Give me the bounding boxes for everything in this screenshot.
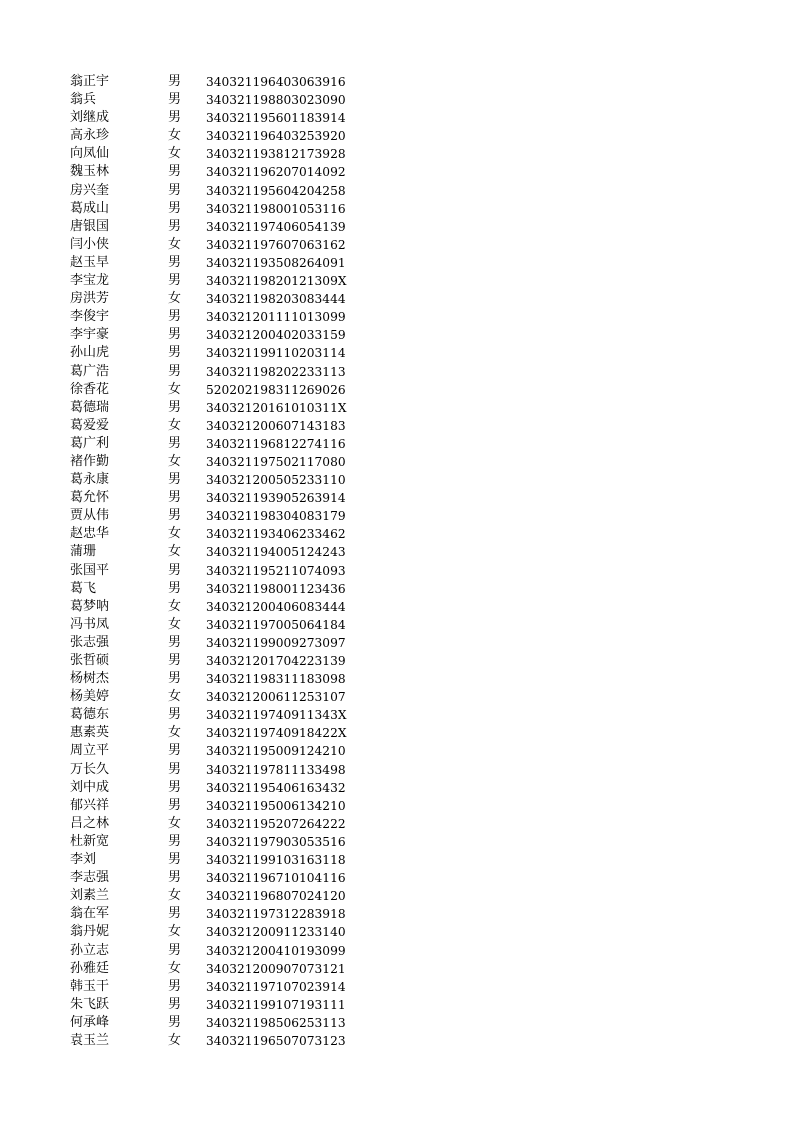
table-row bbox=[70, 145, 370, 163]
gender-cell: 男 bbox=[168, 852, 182, 868]
gender-cell: 女 bbox=[168, 544, 182, 560]
gender-cell: 男 bbox=[168, 309, 182, 325]
name-cell: 葛广利 bbox=[70, 435, 110, 451]
table-row bbox=[70, 960, 370, 978]
table-row bbox=[70, 236, 370, 254]
gender-cell: 男 bbox=[168, 580, 182, 596]
gender-cell: 男 bbox=[168, 490, 182, 506]
name-cell: 刘继成 bbox=[70, 110, 110, 126]
table-row bbox=[70, 489, 370, 507]
id-number-cell: 340321198001053116 bbox=[206, 201, 346, 216]
gender-cell: 男 bbox=[168, 1014, 182, 1030]
id-number-cell: 340321194005124243 bbox=[206, 545, 346, 560]
name-cell: 李宝龙 bbox=[70, 273, 110, 289]
gender-cell: 女 bbox=[168, 453, 182, 469]
name-cell: 葛允怀 bbox=[70, 490, 110, 506]
id-number-cell: 340321193508264091 bbox=[206, 255, 346, 270]
id-number-cell: 340321198803023090 bbox=[206, 93, 346, 108]
id-number-cell: 340321197502117080 bbox=[206, 454, 346, 469]
gender-cell: 男 bbox=[168, 707, 182, 723]
id-number-cell: 340321193406233462 bbox=[206, 527, 346, 542]
table-row bbox=[70, 254, 370, 272]
table-row bbox=[70, 543, 370, 561]
id-number-cell: 340321200410193099 bbox=[206, 943, 346, 958]
table-row bbox=[70, 399, 370, 417]
gender-cell: 男 bbox=[168, 779, 182, 795]
id-number-cell: 340321199009273097 bbox=[206, 635, 346, 650]
gender-cell: 男 bbox=[168, 870, 182, 886]
gender-cell: 女 bbox=[168, 417, 182, 433]
id-number-cell: 340321196403063916 bbox=[206, 75, 346, 89]
name-cell: 韩玉干 bbox=[70, 978, 110, 994]
gender-cell: 女 bbox=[168, 128, 182, 144]
table-row bbox=[70, 1014, 370, 1032]
name-cell: 唐银国 bbox=[70, 218, 110, 234]
name-cell: 葛飞 bbox=[70, 580, 97, 596]
name-cell: 朱飞跃 bbox=[70, 996, 110, 1012]
name-cell: 杜新宽 bbox=[70, 833, 110, 849]
gender-cell: 女 bbox=[168, 1032, 182, 1048]
gender-cell: 女 bbox=[168, 725, 182, 741]
name-cell: 惠素英 bbox=[70, 725, 110, 741]
id-number-cell: 34032119740918422X bbox=[206, 726, 347, 741]
name-cell: 房洪芳 bbox=[70, 291, 110, 307]
name-cell: 向凤仙 bbox=[70, 146, 110, 162]
id-number-cell: 340321196507073123 bbox=[206, 1033, 346, 1048]
gender-cell: 男 bbox=[168, 906, 182, 922]
gender-cell: 男 bbox=[168, 671, 182, 687]
table-row bbox=[70, 978, 370, 996]
table-row bbox=[70, 905, 370, 923]
name-cell: 李刘 bbox=[70, 852, 97, 868]
gender-cell: 女 bbox=[168, 924, 182, 940]
id-number-cell: 340321199103163118 bbox=[206, 853, 346, 868]
id-number-cell: 340321195604204258 bbox=[206, 183, 346, 198]
name-cell: 孙立志 bbox=[70, 942, 110, 958]
id-number-cell: 340321198001123436 bbox=[206, 581, 346, 596]
gender-cell: 男 bbox=[168, 74, 182, 89]
gender-cell: 女 bbox=[168, 689, 182, 705]
gender-cell: 男 bbox=[168, 761, 182, 777]
gender-cell: 男 bbox=[168, 472, 182, 488]
name-cell: 葛广浩 bbox=[70, 363, 110, 379]
gender-cell: 男 bbox=[168, 345, 182, 361]
name-cell: 褚作勤 bbox=[70, 453, 110, 469]
name-cell: 葛德东 bbox=[70, 707, 110, 723]
table-row bbox=[70, 616, 370, 634]
id-number-cell: 340321193905263914 bbox=[206, 491, 346, 506]
id-number-cell: 340321200907073121 bbox=[206, 961, 346, 976]
id-number-cell: 340321197406054139 bbox=[206, 219, 346, 234]
table-row bbox=[70, 308, 370, 326]
name-cell: 贾从伟 bbox=[70, 508, 110, 524]
id-number-cell: 340321197607063162 bbox=[206, 237, 346, 252]
id-number-cell: 340321193812173928 bbox=[206, 147, 346, 162]
id-number-cell: 340321197107023914 bbox=[206, 979, 346, 994]
id-number-cell: 340321200406083444 bbox=[206, 599, 346, 614]
name-cell: 李志强 bbox=[70, 870, 110, 886]
name-cell: 葛梦呐 bbox=[70, 598, 110, 614]
gender-cell: 男 bbox=[168, 743, 182, 759]
name-cell: 蒲珊 bbox=[70, 544, 97, 560]
gender-cell: 男 bbox=[168, 363, 182, 379]
name-cell: 翁在军 bbox=[70, 906, 110, 922]
table-row bbox=[70, 923, 370, 941]
id-number-cell: 340321200402033159 bbox=[206, 328, 346, 343]
id-number-cell: 340321198202233113 bbox=[206, 364, 346, 379]
id-number-cell: 340321199110203114 bbox=[206, 346, 346, 361]
name-cell: 杨树杰 bbox=[70, 671, 110, 687]
gender-cell: 男 bbox=[168, 797, 182, 813]
name-cell: 郁兴祥 bbox=[70, 797, 110, 813]
id-number-cell: 340321195006134210 bbox=[206, 798, 346, 813]
table-row bbox=[70, 942, 370, 960]
table-row bbox=[70, 417, 370, 435]
name-cell: 闫小侠 bbox=[70, 236, 110, 252]
name-cell: 何承峰 bbox=[70, 1014, 110, 1030]
roster-table bbox=[70, 73, 370, 1050]
name-cell: 张哲硕 bbox=[70, 653, 110, 668]
table-row bbox=[70, 91, 370, 109]
table-row bbox=[70, 580, 370, 598]
table-row bbox=[70, 562, 370, 580]
gender-cell: 女 bbox=[168, 526, 182, 542]
name-cell: 葛永康 bbox=[70, 472, 110, 488]
table-row bbox=[70, 634, 370, 652]
id-number-cell: 340321196207014092 bbox=[206, 165, 346, 180]
name-cell: 李俊宇 bbox=[70, 309, 110, 325]
name-cell: 刘中成 bbox=[70, 779, 110, 795]
name-cell: 万长久 bbox=[70, 761, 110, 777]
name-cell: 孙雅廷 bbox=[70, 960, 110, 976]
gender-cell: 男 bbox=[168, 435, 182, 451]
name-cell: 周立平 bbox=[70, 743, 110, 759]
name-cell: 葛爱爱 bbox=[70, 417, 110, 433]
gender-cell: 男 bbox=[168, 942, 182, 958]
gender-cell: 女 bbox=[168, 598, 182, 614]
name-cell: 孙山虎 bbox=[70, 345, 110, 361]
table-row bbox=[70, 525, 370, 543]
id-number-cell: 340321195601183914 bbox=[206, 111, 346, 126]
id-number-cell: 340321195211074093 bbox=[206, 563, 346, 578]
name-cell: 翁丹妮 bbox=[70, 924, 110, 940]
name-cell: 张志强 bbox=[70, 634, 110, 650]
table-row bbox=[70, 869, 370, 887]
table-row bbox=[70, 779, 370, 797]
id-number-cell: 340321200505233110 bbox=[206, 473, 346, 488]
id-number-cell: 340321198304083179 bbox=[206, 509, 346, 524]
table-row bbox=[70, 182, 370, 200]
name-cell: 翁兵 bbox=[70, 92, 97, 108]
table-row bbox=[70, 1032, 370, 1050]
table-row bbox=[70, 127, 370, 145]
id-number-cell: 340321197903053516 bbox=[206, 834, 346, 849]
table-row bbox=[70, 73, 370, 91]
table-row bbox=[70, 742, 370, 760]
id-number-cell: 340321199107193111 bbox=[206, 997, 346, 1012]
table-row bbox=[70, 453, 370, 471]
id-number-cell: 340321196807024120 bbox=[206, 889, 346, 904]
id-number-cell: 34032119740911343X bbox=[206, 708, 347, 723]
id-number-cell: 34032119820121309X bbox=[206, 274, 347, 289]
table-row bbox=[70, 200, 370, 218]
gender-cell: 男 bbox=[168, 833, 182, 849]
gender-cell: 男 bbox=[168, 110, 182, 126]
gender-cell: 男 bbox=[168, 996, 182, 1012]
id-number-cell: 340321197811133498 bbox=[206, 762, 346, 777]
gender-cell: 男 bbox=[168, 978, 182, 994]
table-row bbox=[70, 471, 370, 489]
id-number-cell: 340321195406163432 bbox=[206, 780, 346, 795]
id-number-cell: 340321196812274116 bbox=[206, 436, 346, 451]
gender-cell: 女 bbox=[168, 616, 182, 632]
id-number-cell: 520202198311269026 bbox=[206, 382, 346, 397]
id-number-cell: 340321201704223139 bbox=[206, 654, 346, 668]
name-cell: 吕之林 bbox=[70, 815, 110, 831]
table-row bbox=[70, 670, 370, 688]
table-row bbox=[70, 887, 370, 905]
table-row bbox=[70, 290, 370, 308]
id-number-cell: 340321196403253920 bbox=[206, 129, 346, 144]
name-cell: 刘素兰 bbox=[70, 888, 110, 904]
gender-cell: 女 bbox=[168, 888, 182, 904]
table-row bbox=[70, 272, 370, 290]
gender-cell: 男 bbox=[168, 182, 182, 198]
table-row bbox=[70, 598, 370, 616]
gender-cell: 男 bbox=[168, 399, 182, 415]
gender-cell: 男 bbox=[168, 653, 182, 668]
id-number-cell: 340321198506253113 bbox=[206, 1015, 346, 1030]
id-number-cell: 340321198311183098 bbox=[206, 672, 346, 687]
table-row bbox=[70, 344, 370, 362]
gender-cell: 男 bbox=[168, 164, 182, 180]
name-cell: 袁玉兰 bbox=[70, 1032, 110, 1048]
table-row bbox=[70, 109, 370, 127]
name-cell: 李宇豪 bbox=[70, 327, 110, 343]
table-row bbox=[70, 761, 370, 779]
id-number-cell: 34032120161010311X bbox=[206, 400, 347, 415]
table-row bbox=[70, 833, 370, 851]
gender-cell: 男 bbox=[168, 562, 182, 578]
gender-cell: 男 bbox=[168, 273, 182, 289]
name-cell: 冯书凤 bbox=[70, 616, 110, 632]
id-number-cell: 340321195009124210 bbox=[206, 744, 346, 759]
table-row bbox=[70, 326, 370, 344]
table-row bbox=[70, 435, 370, 453]
table-row bbox=[70, 851, 370, 869]
gender-cell: 男 bbox=[168, 508, 182, 524]
gender-cell: 男 bbox=[168, 218, 182, 234]
table-row bbox=[70, 507, 370, 525]
table-row bbox=[70, 218, 370, 236]
id-number-cell: 340321200611253107 bbox=[206, 690, 346, 705]
table-row bbox=[70, 815, 370, 833]
id-number-cell: 340321197312283918 bbox=[206, 907, 346, 922]
table-row bbox=[70, 381, 370, 399]
gender-cell: 女 bbox=[168, 291, 182, 307]
id-number-cell: 340321197005064184 bbox=[206, 617, 346, 632]
gender-cell: 女 bbox=[168, 815, 182, 831]
table-row bbox=[70, 163, 370, 181]
name-cell: 葛德瑞 bbox=[70, 399, 110, 415]
id-number-cell: 340321198203083444 bbox=[206, 292, 346, 307]
name-cell: 魏玉林 bbox=[70, 164, 110, 180]
gender-cell: 女 bbox=[168, 381, 182, 397]
name-cell: 徐香花 bbox=[70, 381, 110, 397]
name-cell: 翁正宇 bbox=[70, 74, 110, 89]
id-number-cell: 340321196710104116 bbox=[206, 871, 346, 886]
name-cell: 赵玉早 bbox=[70, 254, 110, 270]
gender-cell: 男 bbox=[168, 634, 182, 650]
table-row bbox=[70, 363, 370, 381]
gender-cell: 女 bbox=[168, 146, 182, 162]
gender-cell: 男 bbox=[168, 200, 182, 216]
table-row bbox=[70, 652, 370, 670]
name-cell: 张国平 bbox=[70, 562, 110, 578]
gender-cell: 男 bbox=[168, 327, 182, 343]
table-row bbox=[70, 706, 370, 724]
gender-cell: 女 bbox=[168, 236, 182, 252]
gender-cell: 女 bbox=[168, 960, 182, 976]
id-number-cell: 340321195207264222 bbox=[206, 816, 346, 831]
name-cell: 葛成山 bbox=[70, 200, 110, 216]
id-number-cell: 340321200911233140 bbox=[206, 925, 346, 940]
gender-cell: 男 bbox=[168, 92, 182, 108]
gender-cell: 男 bbox=[168, 254, 182, 270]
table-row bbox=[70, 996, 370, 1014]
table-row bbox=[70, 724, 370, 742]
name-cell: 高永珍 bbox=[70, 128, 110, 144]
table-row bbox=[70, 688, 370, 706]
name-cell: 杨美婷 bbox=[70, 689, 110, 705]
table-row bbox=[70, 797, 370, 815]
name-cell: 赵忠华 bbox=[70, 526, 110, 542]
name-cell: 房兴奎 bbox=[70, 182, 110, 198]
id-number-cell: 340321201111013099 bbox=[206, 310, 346, 325]
id-number-cell: 340321200607143183 bbox=[206, 418, 346, 433]
